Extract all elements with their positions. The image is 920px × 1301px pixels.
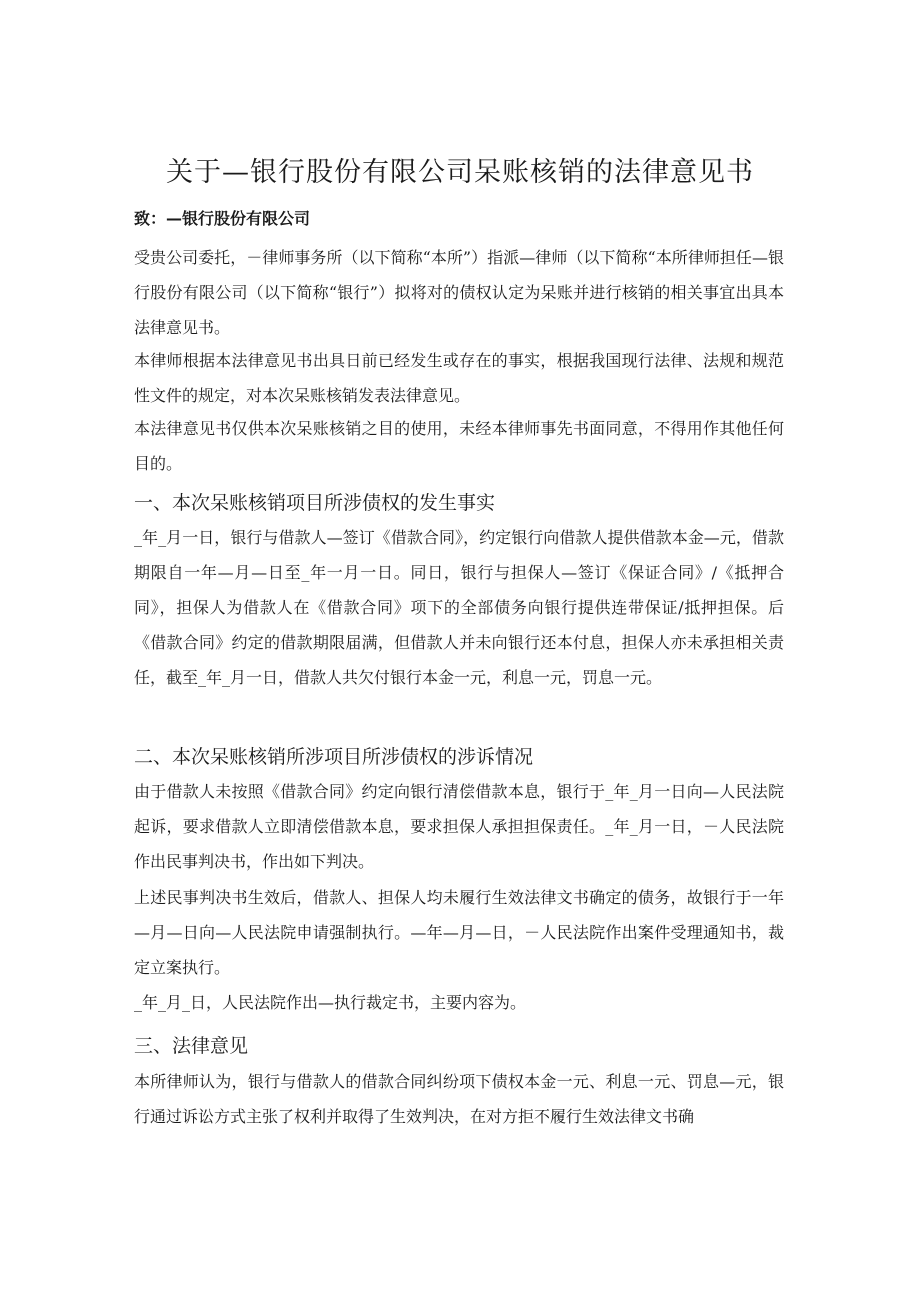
section-3-heading: 三、法律意见 [134, 1035, 249, 1057]
section-3-paragraph-1: 本所律师认为，银行与借款人的借款合同纠纷项下债权本金一元、利息一元、罚息—元，银行通过诉讼方式主张了权利并取得了生效判决，在对方拒不履行生效法律文书确 [134, 1072, 784, 1126]
section-2-paragraph-2: 上述民事判决书生效后，借款人、担保人均未履行生效法律文书确定的债务，故银行于一年—月—日向—人民法院申请强制执行。—年—月—日，－人民法院作出案件受理通知书，裁定立案执行。 [134, 888, 784, 977]
intro-paragraph-3: 本法律意见书仅供本次呆账核销之目的使用，未经本律师事先书面同意，不得用作其他任何目的。 [134, 419, 784, 473]
section-2-paragraph-3: _年_月_日，人民法院作出—执行裁定书，主要内容为。 [134, 993, 527, 1012]
intro-paragraph-1: 受贵公司委托，－律师事务所（以下简称“本所”）指派—律师（以下简称“本所律师担任—银行股份有限公司（以下简称“银行”）拟将对的债权认定为呆账并进行核销的相关事宜出具本法律意见书。 [134, 248, 784, 337]
intro-paragraph-2: 本律师根据本法律意见书出具日前已经发生或存在的事实，根据我国现行法律、法规和规范性文件的规定，对本次呆账核销发表法律意见。 [134, 351, 784, 405]
section-2-paragraph-1: 由于借款人未按照《借款合同》约定向银行清偿借款本息，银行于_年_月一日向—人民法院起诉，要求借款人立即清偿借款本息，要求担保人承担担保责任。_年_月一日，－人民法院作出民事判决书，作出如下判决。 [134, 782, 784, 871]
salutation: 致：—银行股份有限公司 [134, 209, 311, 228]
section-1-heading: 一、本次呆账核销项目所涉债权的发生事实 [134, 492, 496, 514]
document-title: 关于—银行股份有限公司呆账核销的法律意见书 [166, 157, 754, 188]
section-1-paragraph-1: _年_月一日，银行与借款人—签订《借款合同》，约定银行向借款人提供借款本金—元，借款期限自一年—月—日至_年一月一日。同日，银行与担保人—签订《保证合同》/《抵押合同》，担保人为借款人在《借款合同》项下的全部债务向银行提供连带保证/抵押担保。后《借款合同》约定的借款期限届满，但借款人并未向银行还本付息，担保人亦未承担相关责任，截至_年_月一日，借款人共欠付银行本金一元，利息一元，罚息一元。 [134, 528, 784, 687]
section-2-heading: 二、本次呆账核销所涉项目所涉债权的涉诉情况 [134, 746, 534, 768]
